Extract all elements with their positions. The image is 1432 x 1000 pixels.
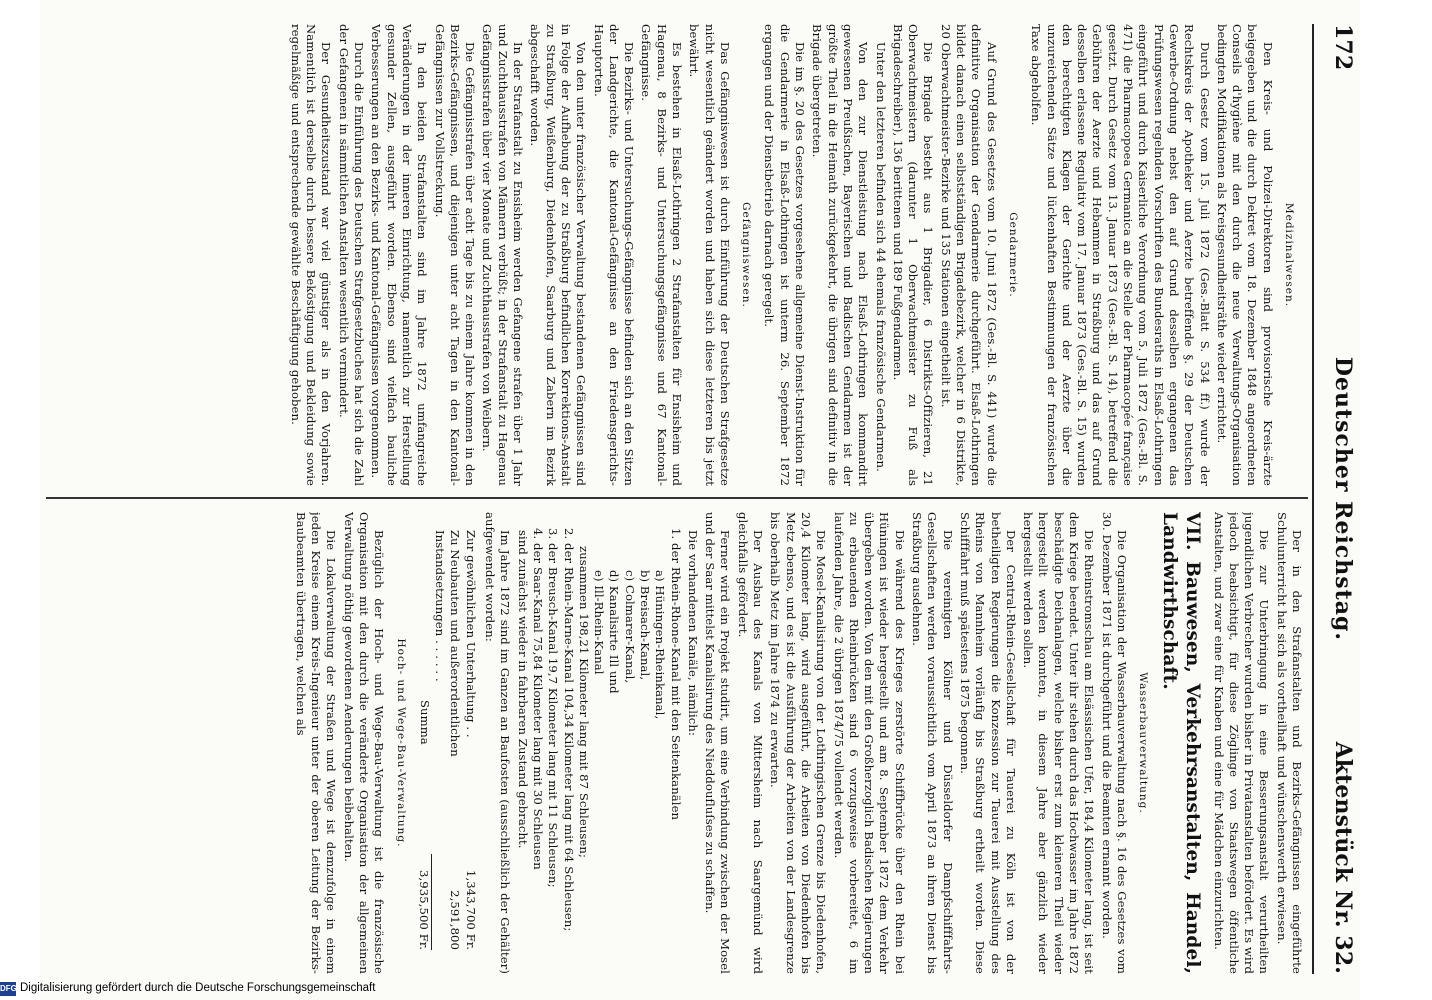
paragraph: Es bestehen in Elsaß-Lothringen 2 Strafanstalten für Ensisheim und Hagenau, 8 Bezirks- und Untersuchungsgefängnisse und 67 Kantonal-Gefängnisse. xyxy=(639,24,685,486)
row-amount: 2,591,800 xyxy=(448,890,463,950)
dfg-logo-icon: DFG xyxy=(0,982,16,996)
table-row xyxy=(462,530,477,950)
paragraph: Die Bezirks- und Untersuchungs-Gefängnisse befinden sich an den Sitzen der Landgerichte, die Kantonal-Gefängnisse an den Friedensgerichts-Hauptorten. xyxy=(591,24,637,486)
list-item: 2. der Rhein-Marne-Kanal 104,34 Kilometer lang mit 64 Schleusen; xyxy=(561,528,576,932)
paragraph: Unter den letzteren befinden sich 44 ehemals französische Gendarmen. xyxy=(873,42,888,472)
document-page xyxy=(40,0,1360,1000)
paragraph: Die Lokalverwaltung der Straßen und Wege ist demzufolge in einem jeden Kreise einem Kreis-Ingenieur unter der oberen Leitung der Bezirks-Baubeamten übertragen, welchen als xyxy=(293,512,339,974)
sum-label: Summa xyxy=(417,700,432,745)
list-item: zusammen 198,21 Kilometer lang mit 87 Schleusen; xyxy=(576,546,591,858)
row-label: Zur gewöhnlichen Unterhaltung . . xyxy=(463,530,478,738)
paragraph: Von den unter französischer Verwaltung bestandenen Gefängnissen sind in Folge der Aufhebung der zu Straßburg befindlichen Korrektions-Anstalt zu Straßburg, Weißenburg, Diedenhofen, Saarburg und Zabern im Bezirk abgeschafft worden. xyxy=(528,24,589,486)
paragraph: Bezüglich der Hoch- und Wege-Bau-Verwaltung ist die französische Organisation mit den durch die veränderte Organisation der allgemeinen Verwaltung nöthig gewordenen Aenderungen beibehalten. xyxy=(341,512,387,974)
paragraph: Die Mosel-Kanalisirung von der Lothringischen Grenze bis Diedenhofen, 20,4 Kilometer lang, wird ausgeführt, die Arbeiten von Diedenhofen bis Metz ebenso, und es ist die Ausführung der Arbeiten von der Landesgrenze bis oberhalb Metz im Jahre 1874 zu erwarten. xyxy=(768,512,829,974)
paragraph: Im Jahre 1872 sind im Ganzen an Baufosten (ausschließlich der Gehälter) aufgewendet worden: xyxy=(483,512,513,974)
chapter-heading: VII. Bauwesen, Verkehrsanstalten, Handel, Landwirthschaft. xyxy=(1159,512,1204,974)
paragraph: Die vorhandenen Kanäle, nämlich: xyxy=(685,530,700,736)
section-heading-prisons: Gefängniswesen. xyxy=(740,202,753,308)
document-number: Aktenstück Nr. 32. xyxy=(1330,741,1356,974)
paragraph: Durch die Einführung des Deutschen Strafgesetzbuches hat sich die Zahl der Gefangenen in sämmtlichen Anstalten wesentlich vermindert. xyxy=(336,24,367,486)
paragraph: Die im §. 20 des Gesetzes vorgesehene allgemeine Dienst-Instruktion für die Gendarmerie in Elsaß-Lothringen ist unterm 26. September 1872 ergangen und der Dienstbetrieb darnach geregelt. xyxy=(762,24,808,486)
paragraph: Der Ausbau des Kanals von Mittersheim nach Saargemünd wird gleichfalls gefördert. xyxy=(735,512,766,974)
list-item: 4. der Saar-Kanal 75,84 Kilometer lang mit 30 Schleusen xyxy=(530,528,545,870)
left-column xyxy=(49,24,1304,486)
paragraph: Die Brigade besteht aus 1 Brigadier, 6 Distrikts-Offizieren, 21 Oberwachtmeistern (darunter 1 Oberwachtmeister zu Fuß als Brigadeschreiber), 136 berittenen und 189 Fußgendarmen. xyxy=(890,24,936,486)
section-heading-gendarmerie: Gendarmerie. xyxy=(1006,212,1019,298)
list-item: c) Colmarer-Kanal, xyxy=(622,570,637,684)
section-heading-roads: Hoch- und Wege-Bau-Verwaltung. xyxy=(394,638,407,848)
paragraph: In der Strafanstalt zu Ensisheim werden Gefangene strafen über 1 Jahr und Zuchthausstrafen von Männern verbüßt; in der Strafanstalt zu Hagenau Gefängnisstrafen über vier Monate und Zuchthausstrafen von Weibern. xyxy=(480,24,526,486)
page-header xyxy=(1312,24,1354,974)
paragraph: Der in den Strafanstalten und Bezirks-Gefängnissen eingeführte Schulunterricht hat sich als vortheilhaft und wünschenswerth erwiesen. xyxy=(1274,512,1304,974)
paragraph: In den beiden Strafanstalten sind im Jahre 1872 umfangreiche Veränderungen in der inneren Einrichtung, namentlich zur Herstellung gesunder Zellen, ausgeführt worden. Ebenso sind vielfach bauliche Verbesserungen an den Bezirks- und Kantonal-Gefängnissen vorgenommen. xyxy=(369,24,430,486)
table-sum-row xyxy=(416,530,432,950)
right-column xyxy=(49,512,1304,974)
column-divider xyxy=(46,497,1308,499)
list-item: 3. der Breusch-Kanal 19,7 Kilometer lang mit 11 Schleusen; xyxy=(546,528,561,888)
paragraph: Die Rheinstromschau am Elsässischen Ufer, 184,4 Kilometer lang, ist seit dem Kriege beendet. Unter ihr stehen durch das Hochwasser im Jahre 1872 beschädigte Deichanlagen, welche bisher erst zum kleineren Theil wieder hergestellt werden konnten, in diesem Jahre aber gänzlich wieder hergestellt werden sollen. xyxy=(1021,512,1097,974)
section-heading-medical: Medizinalwesen. xyxy=(1283,202,1295,308)
row-label: Zu Neubauten und außerordentlichen Instandsetzungen . . . . . . xyxy=(433,530,463,757)
list-item: b) Breisach-Kanal, xyxy=(638,570,653,681)
list-item: 1. der Rhein-Rhone-Kanal mit den Seitenkanälen xyxy=(668,528,683,821)
paragraph: sind zunächst wieder in fahrbaren Zustand gebracht. xyxy=(515,530,530,849)
paragraph: Die vereinigten Kölner und Düsseldorfer Dampfschifffahrts-Gesellschaften werden voraussichtlich vom April 1873 an ihren Dienst bis Straßburg ausdehnen. xyxy=(910,512,955,974)
paragraph: Ferner wird ein Projekt studirt, um eine Verbindung zwischen der Mosel und der Saar mittelst Kanalisirung des Nieddoufluſses zu schaffen. xyxy=(703,512,733,974)
paragraph: Von den zur Dienstleistung nach Elsaß-Lothringen kommandirt gewesenen Preußischen, Bayerischen und Badischen Gendarmen ist der größte Theil in die Heimath zurückgekehrt, die übrigen sind definitiv in die Brigade übergetreten. xyxy=(810,24,871,486)
list-item: e) Ill-Rhein-Kanal xyxy=(592,570,607,675)
list-item: d) Kanalisirte Ill und xyxy=(607,570,622,694)
paragraph: Durch Gesetz vom 15. Juli 1872 (Ges.-Blatt S. 534 ff.) wurde der Rechtskreis der Apotheker und Aerzte betreffende §. 29 der Deutschen Gewerbe-Ordnung nebst den auf Grund desselben ergangenen das Prüfungswesen regelnden Vorschriften des Bundesraths in Elsaß-Lothringen eingeführt und durch Kaiserliche Verordnung vom 5. Juli 1872 (Ges.-Bl. S. 471) die Pharmacopoea Germanica an die Stelle der Pharmacopée française gesetzt. Durch Gesetz vom 13. Januar 1873 (Ges.-Bl. S. 14), betreffend die Gebühren der Aerzte und Hebammen in Straßburg und das auf Grund desselben erlassene Regulativ vom 17. Januar 1873 (Ges.-Bl. S. 15) wurden den berechtigten Klagen der Gerichte und der Aerzte über die unzureichenden Sätze und lückenhaften Bestimmungen der französischen Taxe abgeholfen. xyxy=(1029,24,1212,486)
cost-table xyxy=(416,530,478,950)
paragraph: Das Gefängniswesen ist durch Einführung der Deutschen Strafgesetze nicht wesentlich geändert worden und haben sich diese letzteren bis jetzt bewährt. xyxy=(687,24,732,486)
sum-amount: 3,935,500 Fr. xyxy=(416,854,432,950)
table-row xyxy=(432,530,463,950)
digitization-footer xyxy=(0,980,780,1000)
paragraph: Auf Grund des Gesetzes vom 10. Juni 1872 (Ges.-Bl. S. 441) wurde die definitive Organisation der Gendarmerie durchgeführt. Elsaß-Lothringen bildet danach einen selbstständigen Brigadebezirk, welcher in 6 Distrikte, 20 Oberwachtmeister-Bezirke und 135 Stationen eingetheilt ist. xyxy=(938,24,999,486)
paragraph: Die Gefängnisstrafen über acht Tage bis zu einem Jahre kommen in den Bezirks-Gefängnissen, und diejenigen unter acht Tagen in den Kantonal-Gefängnissen zur Vollstreckung. xyxy=(432,24,478,486)
page-title: Deutscher Reichstag. xyxy=(1330,356,1356,642)
paragraph: Die Organisation der Wasserbauverwaltung nach §. 16 des Gesetzes vom 30. Dezember 1871 ist durchgeführt und die Beamten ernannt worden. xyxy=(1099,512,1129,974)
row-amount: 1,343,700 Fr. xyxy=(463,870,478,950)
funding-credit: Digitalisierung gefördert durch die Deutsche Forschungsgemeinschaft xyxy=(20,982,376,994)
paragraph: Der Gesundheitszustand war viel günstiger als in den Vorjahren. Namentlich ist derselbe durch bessere Beköstigung und Bekleidung sowie regelmäßige und entsprechende gewählte Beschäftigung gehoben. xyxy=(288,24,334,486)
paragraph: Der Central-Rhein-Gesellschaft für Tauerei zu Köln ist von der betheiligten Regierungen die Konzession zur Tauerei mit Ausstellung des Rheins von Mannheim vorläufig bis Straßburg ertheilt worden. Diese Schifffahrt muß spätestens 1875 begonnen. xyxy=(957,512,1018,974)
list-item: a) Hüningen-Rheinkanal, xyxy=(653,570,668,720)
page-number: 172 xyxy=(1330,24,1356,71)
section-heading-hydraulic: Wasserbauverwaltung. xyxy=(1137,672,1150,814)
paragraph: Die zur Unterbringung in eine Besserungsanstalt verurtheilten jugendlichen Verbrecher wurden bisher in Privatanstalten befördert. Es wird jedoch beabsichtigt, für diese Zöglinge von Staatswegen öffentliche Anstalten, und zwar eine für Knaben und eine für Mädchen einzurichten. xyxy=(1211,512,1272,974)
canal-list xyxy=(530,512,683,974)
paragraph: Die während des Krieges zerstörte Schiffbrücke über den Rhein bei Hüningen ist wieder hergestellt und am 8. September 1872 dem Verkehr übergeben worden. Von den mit den Großherzoglich Badischen Regierungen zu erbauenden Rheinbrücken sind 6 vorzugsweise vorbereitet, 6 im laufenden Jahre, die 2 übrigen 1874/75 vollendet werden. xyxy=(831,512,907,974)
paragraph: Den Kreis- und Polizei-Direktoren sind provisorische Kreis-ärzte beigegeben und die durch Dekret vom 18. Dezember 1848 angeordneten Conseils d'hygiène mit den durch die neue Verwaltungs-Organisation bedingten Modifikationen als Kreisgesundheitsräthe wieder errichtet. xyxy=(1214,24,1275,486)
